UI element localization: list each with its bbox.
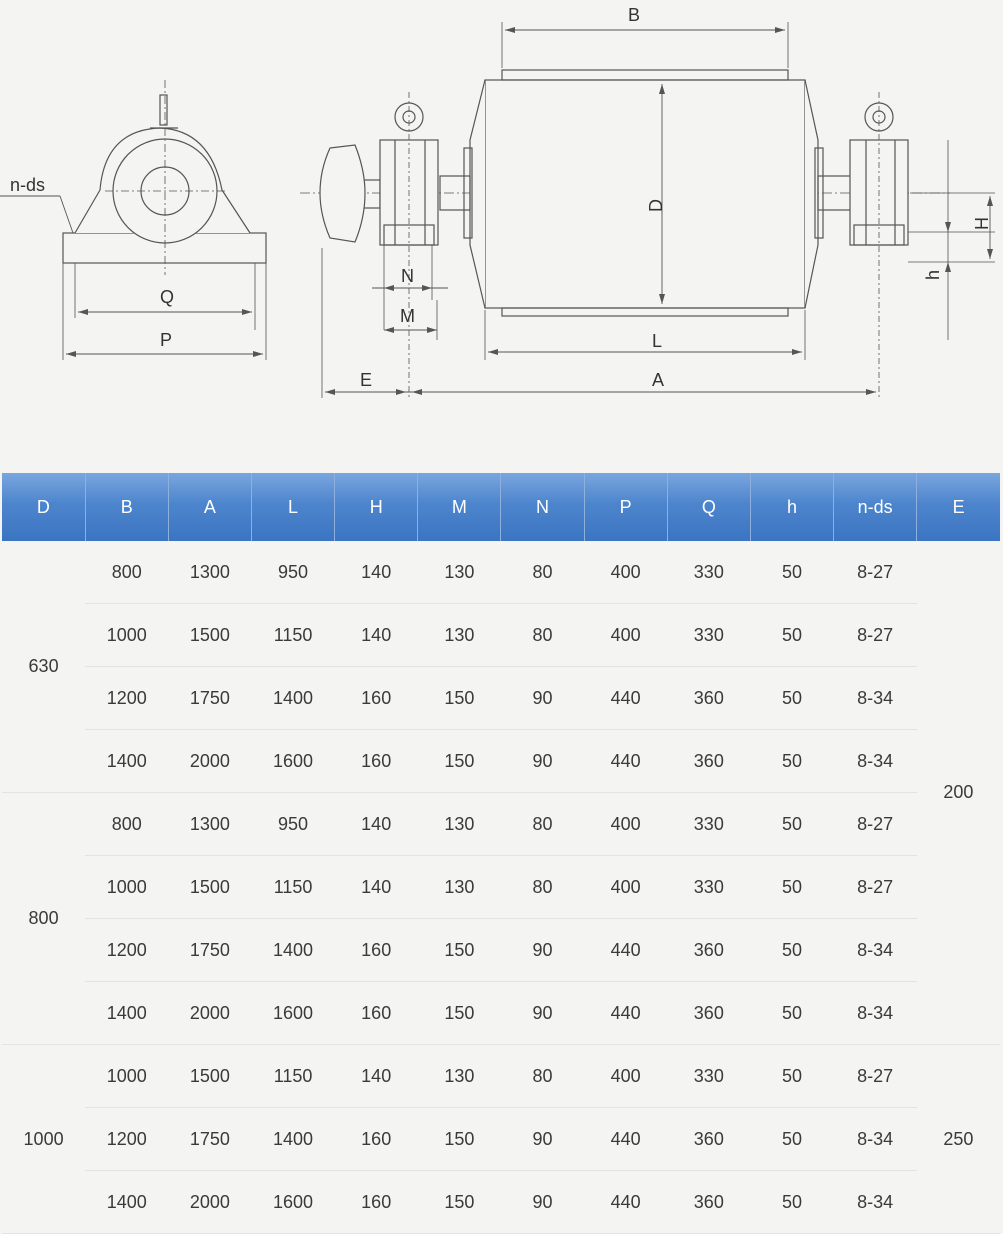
table-cell: 1400 <box>85 730 168 793</box>
table-cell: 330 <box>667 541 750 604</box>
table-cell: 150 <box>418 1171 501 1234</box>
table-cell: 130 <box>418 1045 501 1108</box>
label-M: M <box>400 306 415 326</box>
table-cell: 90 <box>501 1108 584 1171</box>
table-row <box>2 1045 1000 1108</box>
table-cell: 950 <box>251 541 334 604</box>
table-cell: 400 <box>584 541 667 604</box>
table-cell: 50 <box>750 919 833 982</box>
table-cell: 50 <box>750 604 833 667</box>
column-header: n-ds <box>834 473 917 541</box>
table-cell: 140 <box>335 1045 418 1108</box>
table-cell: 80 <box>501 604 584 667</box>
table-cell: 360 <box>667 1108 750 1171</box>
label-Q: Q <box>160 287 175 307</box>
label-L: L <box>652 331 663 351</box>
table-cell: 160 <box>335 667 418 730</box>
table-body <box>2 541 1000 1234</box>
table-cell: 1400 <box>85 982 168 1045</box>
table-cell: 160 <box>335 730 418 793</box>
table-cell: 1400 <box>251 919 334 982</box>
table-cell: 400 <box>584 793 667 856</box>
drum-shell <box>485 80 805 308</box>
table-row <box>2 982 1000 1045</box>
table-cell: 90 <box>501 919 584 982</box>
table-cell: 440 <box>584 919 667 982</box>
e-cell: 200 <box>917 541 1000 1045</box>
table-cell: 50 <box>750 1108 833 1171</box>
table-cell: 50 <box>750 730 833 793</box>
table-row <box>2 604 1000 667</box>
table-cell: 50 <box>750 856 833 919</box>
table-cell: 360 <box>667 667 750 730</box>
table-cell: 8-27 <box>834 541 917 604</box>
table-cell: 1750 <box>168 919 251 982</box>
table-cell: 1200 <box>85 919 168 982</box>
table-row <box>2 1171 1000 1234</box>
table-row <box>2 541 1000 604</box>
table-cell: 1150 <box>251 856 334 919</box>
table-cell: 1300 <box>168 793 251 856</box>
drum-lagging-top <box>502 70 788 80</box>
table-cell: 1500 <box>168 604 251 667</box>
table-cell: 1600 <box>251 730 334 793</box>
table-cell: 440 <box>584 667 667 730</box>
column-header: A <box>168 473 251 541</box>
table-cell: 1150 <box>251 604 334 667</box>
table-cell: 150 <box>418 667 501 730</box>
table-cell: 440 <box>584 1108 667 1171</box>
table-cell: 80 <box>501 541 584 604</box>
table-cell: 50 <box>750 667 833 730</box>
table-cell: 80 <box>501 793 584 856</box>
grease-fitting <box>160 95 167 125</box>
drum-right-cone <box>805 80 818 308</box>
table-cell: 8-27 <box>834 604 917 667</box>
table-cell: 130 <box>418 856 501 919</box>
coupling <box>320 145 365 242</box>
technical-drawing <box>0 0 1003 420</box>
table-cell: 1150 <box>251 1045 334 1108</box>
table-cell: 150 <box>418 730 501 793</box>
table-cell: 8-34 <box>834 982 917 1045</box>
table-row <box>2 793 1000 856</box>
table-row <box>2 667 1000 730</box>
table-cell: 950 <box>251 793 334 856</box>
table-cell: 360 <box>667 982 750 1045</box>
table-cell: 330 <box>667 793 750 856</box>
table-cell: 50 <box>750 982 833 1045</box>
table-cell: 50 <box>750 1171 833 1234</box>
table-cell: 8-34 <box>834 1108 917 1171</box>
table-cell: 150 <box>418 982 501 1045</box>
table-cell: 90 <box>501 1171 584 1234</box>
table-cell: 1600 <box>251 1171 334 1234</box>
table-cell: 800 <box>85 793 168 856</box>
table-cell: 8-27 <box>834 856 917 919</box>
table-row <box>2 730 1000 793</box>
table-cell: 1000 <box>85 856 168 919</box>
label-P: P <box>160 330 173 350</box>
table-row <box>2 919 1000 982</box>
table-cell: 360 <box>667 919 750 982</box>
diameter-cell: 1000 <box>2 1045 85 1234</box>
table-cell: 50 <box>750 1045 833 1108</box>
table-cell: 440 <box>584 1171 667 1234</box>
front-view <box>300 5 995 398</box>
e-cell: 250 <box>917 1045 1000 1234</box>
table-cell: 400 <box>584 856 667 919</box>
table-cell: 1400 <box>251 1108 334 1171</box>
table-cell: 440 <box>584 730 667 793</box>
table-cell: 50 <box>750 793 833 856</box>
table-cell: 360 <box>667 730 750 793</box>
table-cell: 140 <box>335 793 418 856</box>
table-cell: 1500 <box>168 856 251 919</box>
table-cell: 8-34 <box>834 667 917 730</box>
bearing-left <box>380 92 438 398</box>
table-cell: 140 <box>335 604 418 667</box>
bearing-right <box>850 92 908 398</box>
spec-table <box>2 473 1000 1234</box>
table-cell: 140 <box>335 541 418 604</box>
table-cell: 8-27 <box>834 793 917 856</box>
table-cell: 90 <box>501 982 584 1045</box>
table-cell: 2000 <box>168 1171 251 1234</box>
column-header: L <box>251 473 334 541</box>
side-view <box>0 80 266 360</box>
table-cell: 90 <box>501 730 584 793</box>
label-N: N <box>401 266 414 286</box>
table-cell: 2000 <box>168 982 251 1045</box>
table-cell: 140 <box>335 856 418 919</box>
label-D: D <box>646 199 666 212</box>
column-header: M <box>418 473 501 541</box>
table-cell: 1200 <box>85 1108 168 1171</box>
table-cell: 800 <box>85 541 168 604</box>
table-cell: 160 <box>335 1171 418 1234</box>
column-header: Q <box>667 473 750 541</box>
table-cell: 8-34 <box>834 730 917 793</box>
table-cell: 400 <box>584 604 667 667</box>
column-header: B <box>85 473 168 541</box>
table-cell: 330 <box>667 1045 750 1108</box>
table-cell: 80 <box>501 1045 584 1108</box>
table-cell: 130 <box>418 793 501 856</box>
table-cell: 90 <box>501 667 584 730</box>
label-n-ds: n-ds <box>10 175 46 195</box>
drum-lagging-bottom <box>502 308 788 316</box>
table-cell: 1500 <box>168 1045 251 1108</box>
table-cell: 330 <box>667 856 750 919</box>
table-cell: 2000 <box>168 730 251 793</box>
label-h: h <box>923 269 943 280</box>
table-header-row <box>2 473 1000 541</box>
label-H: H <box>972 217 992 230</box>
table-cell: 1750 <box>168 667 251 730</box>
column-header: E <box>917 473 1000 541</box>
column-header: P <box>584 473 667 541</box>
table-cell: 80 <box>501 856 584 919</box>
table-row <box>2 856 1000 919</box>
label-E: E <box>360 370 373 390</box>
table-cell: 1200 <box>85 667 168 730</box>
table-cell: 150 <box>418 919 501 982</box>
table-cell: 8-34 <box>834 1171 917 1234</box>
diameter-cell: 630 <box>2 541 85 793</box>
table-cell: 8-34 <box>834 919 917 982</box>
label-B: B <box>628 5 641 25</box>
column-header: N <box>501 473 584 541</box>
table-cell: 160 <box>335 1108 418 1171</box>
table-cell: 50 <box>750 541 833 604</box>
label-A: A <box>652 370 665 390</box>
table-cell: 1300 <box>168 541 251 604</box>
table-cell: 160 <box>335 919 418 982</box>
table-cell: 440 <box>584 982 667 1045</box>
table-cell: 1600 <box>251 982 334 1045</box>
table-cell: 1000 <box>85 604 168 667</box>
table-cell: 330 <box>667 604 750 667</box>
table-cell: 1000 <box>85 1045 168 1108</box>
table-cell: 1400 <box>251 667 334 730</box>
column-header: h <box>750 473 833 541</box>
table-cell: 160 <box>335 982 418 1045</box>
table-cell: 360 <box>667 1171 750 1234</box>
table-cell: 150 <box>418 1108 501 1171</box>
column-header: H <box>335 473 418 541</box>
diameter-cell: 800 <box>2 793 85 1045</box>
table-cell: 130 <box>418 604 501 667</box>
table-row <box>2 1108 1000 1171</box>
table-cell: 1750 <box>168 1108 251 1171</box>
table-cell: 130 <box>418 541 501 604</box>
table-cell: 8-27 <box>834 1045 917 1108</box>
table-cell: 400 <box>584 1045 667 1108</box>
table-cell: 1400 <box>85 1171 168 1234</box>
column-header: D <box>2 473 85 541</box>
